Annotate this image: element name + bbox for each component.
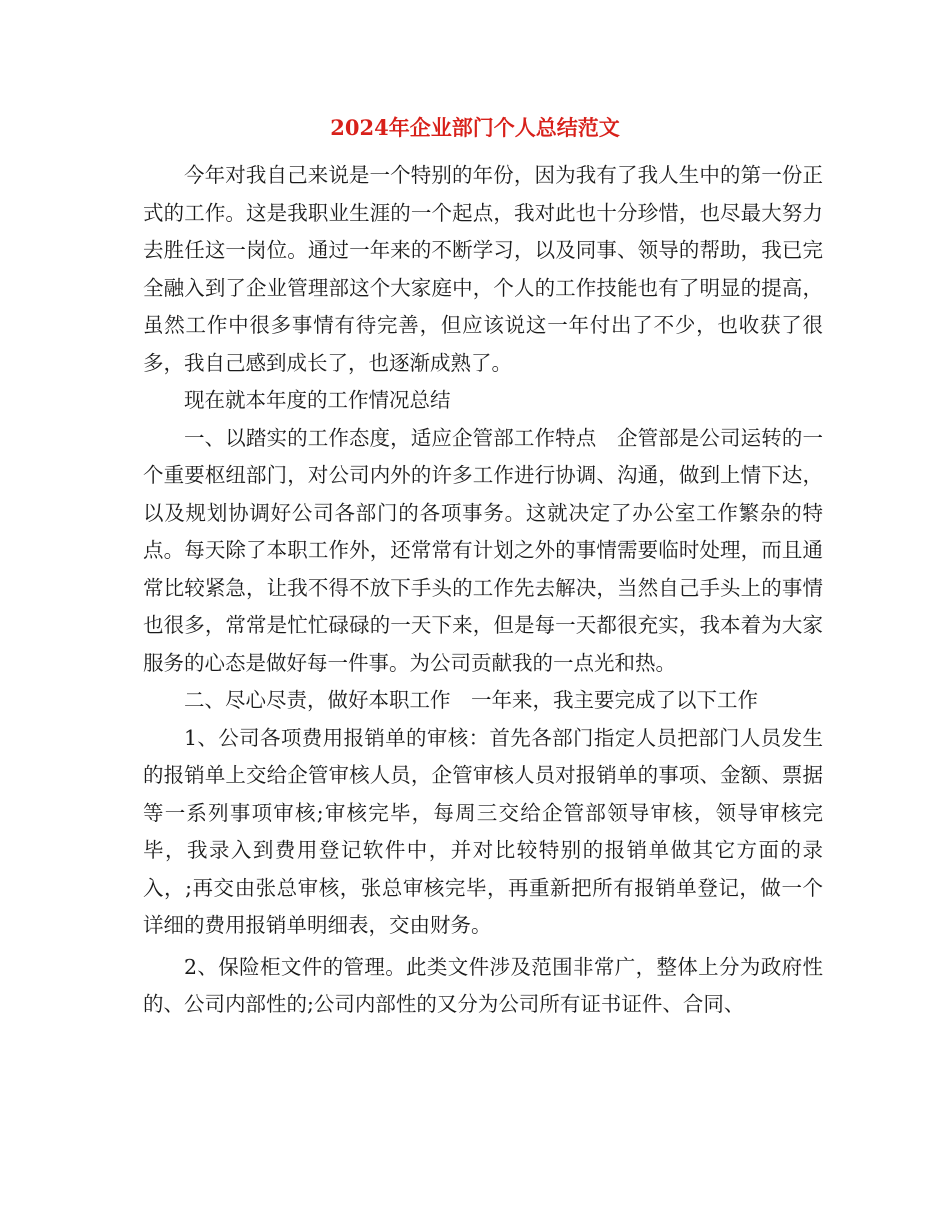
paragraph-section-two: 二、尽心尽责，做好本职工作 一年来，我主要完成了以下工作 — [184, 688, 758, 712]
paragraph-section-one: 一、以踏实的工作态度，适应企管部工作特点 企管部是公司运转的一个重要枢纽部门，对公司内外的许多工作进行协调、沟通，做到上情下达，以及规划协调好公司各部门的各项事务。这就决定了办公室工作繁杂的特点。每天除了本职工作外，还常常有计划之外的事情需要临时处理，而且通常比较紧急，让我不得不放下手头的工作先去解决，当然自己手头上的事情也很多，常常是忙忙碌碌的一天下来，但是每一天都很充实，我本着为大家服务的心态是做好每一件事。为公司贡献我的一点光和热。 — [143, 425, 823, 675]
paragraph-intro: 今年对我自己来说是一个特别的年份，因为我有了我人生中的第一份正式的工作。这是我职业生涯的一个起点，我对此也十分珍惜，也尽最大努力去胜任这一岗位。通过一年来的不断学习，以及同事、领导的帮助，我已完全融入到了企业管理部这个大家庭中，个人的工作技能也有了明显的提高，虽然工作中很多事情有待完善，但应该说这一年付出了不少，也收获了很多，我自己感到成长了，也逐渐成熟了。 — [143, 163, 823, 375]
paragraph-item-one: 1、公司各项费用报销单的审核：首先各部门指定人员把部门人员发生的报销单上交给企管审核人员，企管审核人员对报销单的事项、金额、票据等一系列事项审核;审核完毕，每周三交给企管部领导审核，领导审核完毕，我录入到费用登记软件中，并对比较特别的报销单做其它方面的录入，;再交由张总审核，张总审核完毕，再重新把所有报销单登记，做一个详细的费用报销单明细表，交由财务。 — [143, 725, 823, 937]
paragraph-item-two: 2、保险柜文件的管理。此类文件涉及范围非常广，整体上分为政府性的、公司内部性的;公司内部性的又分为公司所有证书证件、合同、 — [143, 954, 823, 1016]
document-title: 2024年企业部门个人总结范文 — [330, 115, 620, 140]
paragraph-summary-heading: 现在就本年度的工作情况总结 — [184, 388, 451, 412]
document-body — [143, 157, 823, 1024]
